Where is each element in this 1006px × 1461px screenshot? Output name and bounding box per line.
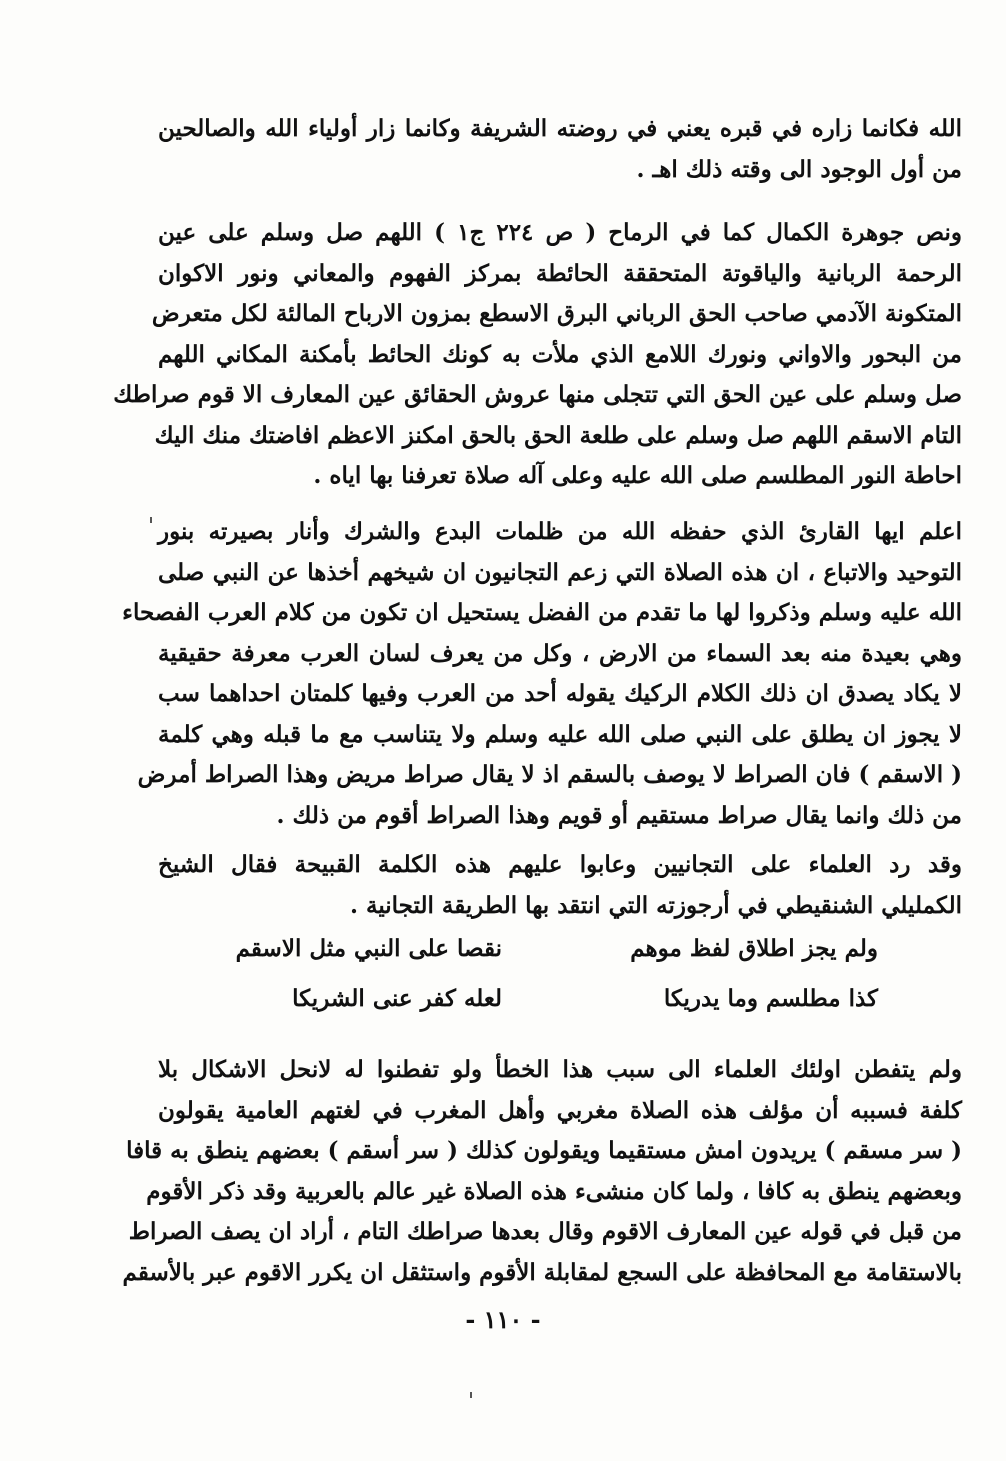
text-line: احاطة النور المطلسم صلى الله عليه وعلى آله صلاة تعرفنا بها اياه . bbox=[313, 462, 962, 489]
text-line: التوحيد والاتباع ، ان هذه الصلاة التي زعم التجانيون ان شيخهم أخذها عن النبي صلى bbox=[158, 558, 962, 586]
text-line: بالاستقامة مع المحافظة على السجع لمقابلة الأقوم واستثقل ان يكرر الاقوم عبر بالأسقم bbox=[122, 1258, 962, 1286]
text-line: لا يكاد يصدق ان ذلك الكلام الركيك يقوله أحد من العرب وفيها كلمتان احداهما سب bbox=[158, 680, 962, 707]
text-line: الله عليه وسلم وذكروا لها ما تقدم من الفضل يستحيل ان تكون من كلام العرب الفصحاء bbox=[122, 599, 962, 626]
text-line: ونص جوهرة الكمال كما في الرماح ( ص ٢٢٤ ج١ ) اللهم صل وسلم على عين bbox=[158, 219, 962, 246]
poem-verse bbox=[158, 985, 962, 1035]
text-line: صل وسلم على عين الحق التي تتجلى منها عروش الحقائق عين المعارف الا قوم صراطك bbox=[113, 381, 962, 408]
text-line: اعلم ايها القارئ الذي حفظه الله من ظلمات البدع والشرك وأنار بصيرته بنور bbox=[158, 518, 962, 545]
paragraph-3 bbox=[122, 512, 962, 836]
text-line: كلفة فسببه أن مؤلف هذه الصلاة مغربي وأهل المغرب في لغتهم العامية يقولون bbox=[158, 1096, 962, 1124]
scan-speck bbox=[470, 1392, 472, 1398]
paragraph-4 bbox=[158, 845, 962, 926]
page-number: - ١١٠ - bbox=[465, 1305, 541, 1334]
text-line: وقد رد العلماء على التجانيين وعابوا عليهم هذه الكلمة القبيحة فقال الشيخ bbox=[158, 851, 962, 878]
paragraph-1 bbox=[158, 109, 962, 190]
poem-second-hemistich: نقصا على النبي مثل الاسقم bbox=[235, 935, 502, 962]
poem-verses bbox=[158, 935, 962, 1035]
text-line: المتكونة الآدمي صاحب الحق الرباني البرق الاسطع بمزون الارباح المالئة لكل متعرض bbox=[151, 300, 962, 327]
text-line: من قبل في قوله عين المعارف الاقوم وقال بعدها صراطك التام ، أراد ان يصف الصراط bbox=[128, 1218, 962, 1245]
text-line: من ذلك وانما يقال صراط مستقيم أو قويم وهذا الصراط أقوم من ذلك . bbox=[276, 801, 962, 829]
text-line: التام الاسقم اللهم صل وسلم على طلعة الحق بالحق امكنز الاعظم افاضتك منك اليك bbox=[154, 421, 962, 449]
poem-second-hemistich: لعله كفر عنى الشريكا bbox=[292, 985, 502, 1012]
text-line: وهي بعيدة منه بعد السماء من الارض ، وكل من يعرف لسان العرب معرفة حقيقية bbox=[158, 639, 962, 667]
poem-verse bbox=[158, 935, 962, 985]
poem-first-hemistich: كذا مطلسم وما يدريكا bbox=[663, 985, 878, 1012]
text-line: ( سر مسقم ) يريدون امش مستقيما ويقولون كذلك ( سر أسقم ) بعضهم ينطق به قافا bbox=[126, 1137, 962, 1164]
text-line: ( الاسقم ) فان الصراط لا يوصف بالسقم اذ لا يقال صراط مريض وهذا الصراط أمرض bbox=[137, 761, 962, 788]
text-line: من أول الوجود الى وقته ذلك اهـ . bbox=[636, 155, 962, 183]
paragraph-5 bbox=[122, 1050, 962, 1293]
text-line: الله فكانما زاره في قبره يعني في روضته الشريفة وكانما زار أولياء الله والصالحين bbox=[158, 115, 962, 142]
paragraph-2 bbox=[113, 213, 962, 497]
poem-first-hemistich: ولم يجز اطلاق لفظ موهم bbox=[630, 935, 878, 962]
text-line: لا يجوز ان يطلق على النبي صلى الله عليه وسلم ولا يتناسب مع ما قبله وهي كلمة bbox=[158, 720, 962, 748]
scan-speck bbox=[150, 517, 152, 523]
text-line: الرحمة الربانية والياقوتة المتحققة الحائطة بمركز الفهوم والمعاني ونور الاكوان bbox=[158, 259, 962, 287]
text-line: ولم يتفطن اولئك العلماء الى سبب هذا الخطأ ولو تفطنوا له لانحل الاشكال بلا bbox=[158, 1056, 962, 1083]
text-line: وبعضهم ينطق به كافا ، ولما كان منشىء هذه الصلاة غير عالم بالعربية وقد ذكر الأقوم bbox=[146, 1177, 962, 1205]
text-line: من البحور والاواني ونورك اللامع الذي ملأت به كونك الحائط بأمكنة المكاني اللهم bbox=[158, 340, 962, 368]
text-line: الكمليلي الشنقيطي في أرجوزته التي انتقد بها الطريقة التجانية . bbox=[349, 891, 962, 919]
